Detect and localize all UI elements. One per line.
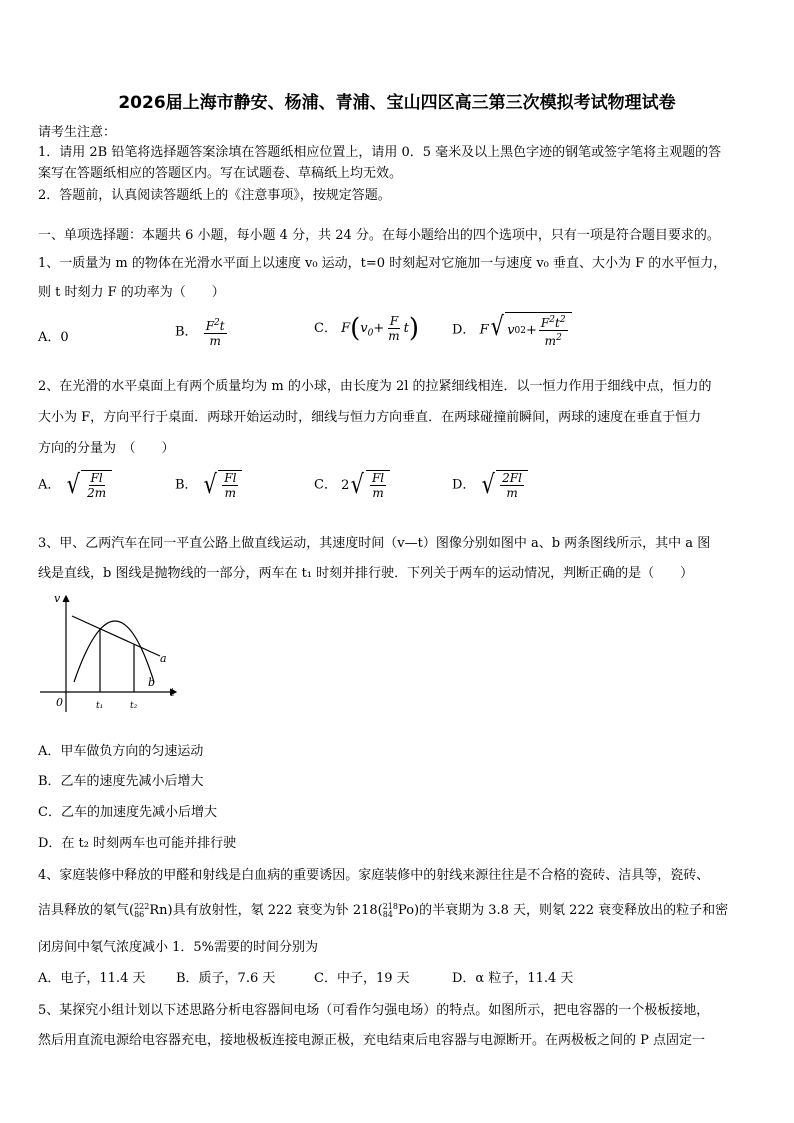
q1-option-a[interactable]: A．0	[38, 330, 69, 345]
page-title: 2026届上海市静安、杨浦、青浦、宝山四区高三第三次模拟考试物理试卷	[118, 93, 676, 113]
q2-option-c[interactable]	[314, 470, 390, 500]
q2-option-a-formula: √ $\frac{Fl}{2m}$	[65, 470, 113, 500]
origin-label: 0	[56, 696, 63, 709]
rn-nuclide-numbers: 222 86	[134, 901, 150, 919]
q3-option-d[interactable]: D．在 t₂ 时刻两车也可能并排行驶	[38, 836, 237, 851]
q1-option-d-formula: F	[479, 322, 489, 338]
q3-option-c[interactable]: C．乙车的加速度先减小后增大	[38, 805, 217, 820]
q2-stem-line1: 2、在光滑的水平桌面上有两个质量均为 m 的小球，由长度为 2l 的拉紧细线相连．以一恒力作用于细线中点，恒力的	[38, 379, 712, 394]
notice-item-1: 1．请用 2B 铅笔将选择题答案涂填在答题纸相应位置上，请用 0．5 毫米及以上黑色字迹的钢笔或签字笔将主观题的答	[38, 145, 722, 160]
q3-stem-line2: 线是直线，b 图线是抛物线的一部分，两车在 t₁ 时刻并排行驶．下列关于两车的运动情况，判断正确的是（ ）	[38, 566, 694, 581]
q1-option-b-label: B．	[175, 324, 198, 340]
t-axis-label: t	[170, 686, 175, 699]
q1-option-c[interactable]	[314, 314, 419, 343]
q1-option-c-formula: $F(v_0+$ $\frac{F}{m}$ t)	[341, 313, 420, 344]
q1-option-b-formula: $\frac{F^2t}{m}$	[205, 318, 225, 348]
q1-stem-line2: 则 t 时刻力 F 的功率为（ ）	[38, 285, 225, 300]
q1-option-b[interactable]	[175, 316, 229, 348]
vt-graph	[36, 590, 186, 720]
curve-b	[74, 621, 154, 682]
q2-option-d-label: D．	[452, 477, 476, 493]
q4-stem-line1: 4、家庭装修中释放的甲醛和射线是白血病的重要诱因。家庭装修中的射线来源往往是不合格的瓷砖、洁具等，瓷砖、	[38, 868, 710, 883]
section-heading: 一、单项选择题：本题共 6 小题，每小题 4 分，共 24 分。在每小题给出的四个选项中，只有一项是符合题目要求的。	[38, 228, 720, 243]
line-a	[72, 616, 160, 656]
q2-option-a[interactable]	[38, 470, 112, 500]
notice-item-2: 2．答题前，认真阅读答题纸上的《注意事项》，按规定答题。	[38, 188, 391, 203]
t2-label: t₂	[130, 701, 138, 711]
q5-stem-line2: 然后用直流电源给电容器充电，接地极板连接电源正极，充电结束后电容器与电源断开。在两极板之间的 P 点固定一	[38, 1033, 706, 1048]
q2-option-b[interactable]	[175, 470, 242, 500]
notice-item-1-cont: 案写在答题纸相应的答题区内。写在试题卷、草稿纸上均无效。	[38, 166, 403, 181]
q2-stem-line2: 大小为 F，方向平行于桌面．两球开始运动时，细线与恒力方向垂直．在两球碰撞前瞬间，两球的速度在垂直于恒力	[38, 410, 702, 425]
q1-option-d[interactable]: D． F √ v 0 2 + $\frac{F^2t^2}{m^2}$	[452, 312, 572, 348]
line-a-label: a	[160, 652, 167, 665]
rn-symbol: Rn	[149, 903, 168, 918]
q1-option-d-label: D．	[452, 322, 476, 338]
q2-option-d-formula: √ $\frac{2Fl}{m}$	[480, 470, 528, 500]
po-symbol: Po	[397, 903, 415, 918]
q2-option-d[interactable]	[452, 470, 528, 500]
notice-heading: 请考生注意：	[38, 125, 117, 140]
q2-stem-line3: 方向的分量为 （ ）	[38, 441, 175, 456]
q2-option-c-label: C．	[314, 477, 337, 493]
q3-stem-line1: 3、甲、乙两汽车在同一平直公路上做直线运动，其速度时间（v—t）图像分别如图中 a、b 两条图线所示，其中 a 图	[38, 536, 711, 551]
q4-option-d[interactable]: D．α 粒子，11.4 天	[452, 971, 574, 986]
q1-option-c-label: C．	[314, 321, 337, 336]
curve-b-label: b	[148, 676, 156, 689]
q4-stem-line2: 洁具释放的氡气( 222 86 Rn)具有放射性，氡 222 衰变为钋 218( 218 84 Po)的半衰期为 3.8 天，则氡 222 衰变释放出的粒子和密	[38, 901, 729, 919]
q5-stem-line1: 5、某探究小组计划以下述思路分析电容器间电场（可看作匀强电场）的特点。如图所示，把电容器的一个极板接地，	[38, 1003, 710, 1018]
q2-option-c-formula: 2 √ $\frac{Fl}{m}$	[341, 478, 390, 493]
q4-option-b[interactable]: B．质子，7.6 天	[176, 971, 276, 986]
t1-label: t₁	[96, 701, 104, 711]
v-axis-label: v	[54, 592, 61, 605]
q2-option-b-label: B．	[175, 477, 198, 493]
q2-option-b-formula: √ $\frac{Fl}{m}$	[202, 470, 243, 500]
q4-option-c[interactable]: C．中子，19 天	[314, 971, 410, 986]
q3-option-b[interactable]: B．乙车的速度先减小后增大	[38, 774, 204, 789]
q3-option-a[interactable]: A．甲车做负方向的匀速运动	[38, 744, 204, 759]
po-nuclide-numbers: 218 84	[382, 901, 398, 919]
q2-option-a-label: A．	[38, 477, 61, 493]
q4-option-a[interactable]: A．电子，11.4 天	[38, 971, 146, 986]
q1-stem-line1: 1、一质量为 m 的物体在光滑水平面上以速度 v₀ 运动，t=0 时刻起对它施加一与速度 v₀ 垂直、大小为 F 的水平恒力，	[38, 256, 727, 271]
q4-stem-line3: 闭房间中氡气浓度减小 1．5%需要的时间分别为	[38, 940, 319, 955]
